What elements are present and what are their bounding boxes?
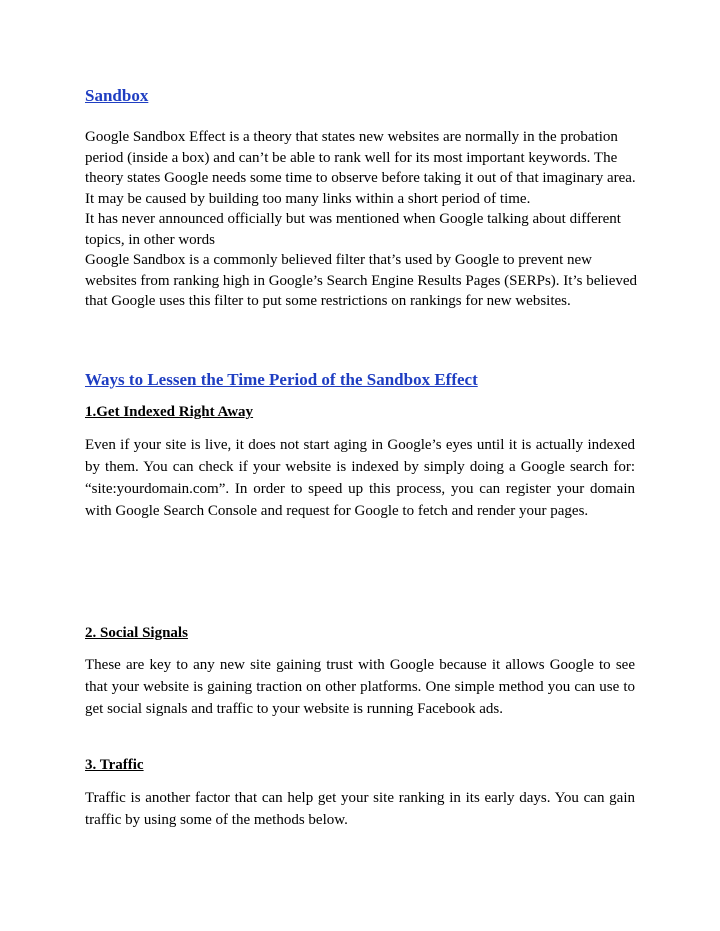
- section-body-traffic: Traffic is another factor that can help get your site ranking in its early days. You can gain traffic by using some of the methods below.: [85, 790, 635, 828]
- intro-paragraph: It has never announced officially but was mentioned when Google talking about different topics, in other words: [85, 211, 621, 248]
- section-body-indexed: Even if your site is live, it does not start aging in Google’s eyes until it is actually indexed by them. You can check if your website is indexed by simply doing a Google search for: “site:yourdomain.com”. In order to speed up this process, you can register your domain with Google Search Console and request for Google to fetch and render your pages.: [85, 437, 635, 519]
- sandbox-heading[interactable]: Sandbox: [85, 86, 149, 105]
- ways-heading[interactable]: Ways to Lessen the Time Period of the Sandbox Effect: [85, 370, 478, 389]
- intro-paragraph: Google Sandbox is a commonly believed filter that’s used by Google to prevent new websites from ranking high in Google’s Search Engine Results Pages (SERPs). It’s believed that Google uses this filter to put some restrictions on rankings for new websites.: [85, 252, 638, 309]
- sandbox-intro: [85, 127, 637, 312]
- section-title-social: 2. Social Signals: [85, 625, 188, 641]
- intro-paragraph: Google Sandbox Effect is a theory that states new websites are normally in the probation period (inside a box) and can’t be able to rank well for its most important keywords. The theory states Google needs some time to observe before taking it out of that imaginary area. It may be caused by building too many links within a short period of time.: [85, 129, 636, 207]
- section-body-social: These are key to any new site gaining trust with Google because it allows Google to see that your website is gaining traction on other platforms. One simple method you can use to get social signals and traffic to your website is running Facebook ads.: [85, 657, 635, 717]
- section-title-traffic: 3. Traffic: [85, 757, 144, 773]
- section-title-indexed: 1.Get Indexed Right Away: [85, 404, 254, 420]
